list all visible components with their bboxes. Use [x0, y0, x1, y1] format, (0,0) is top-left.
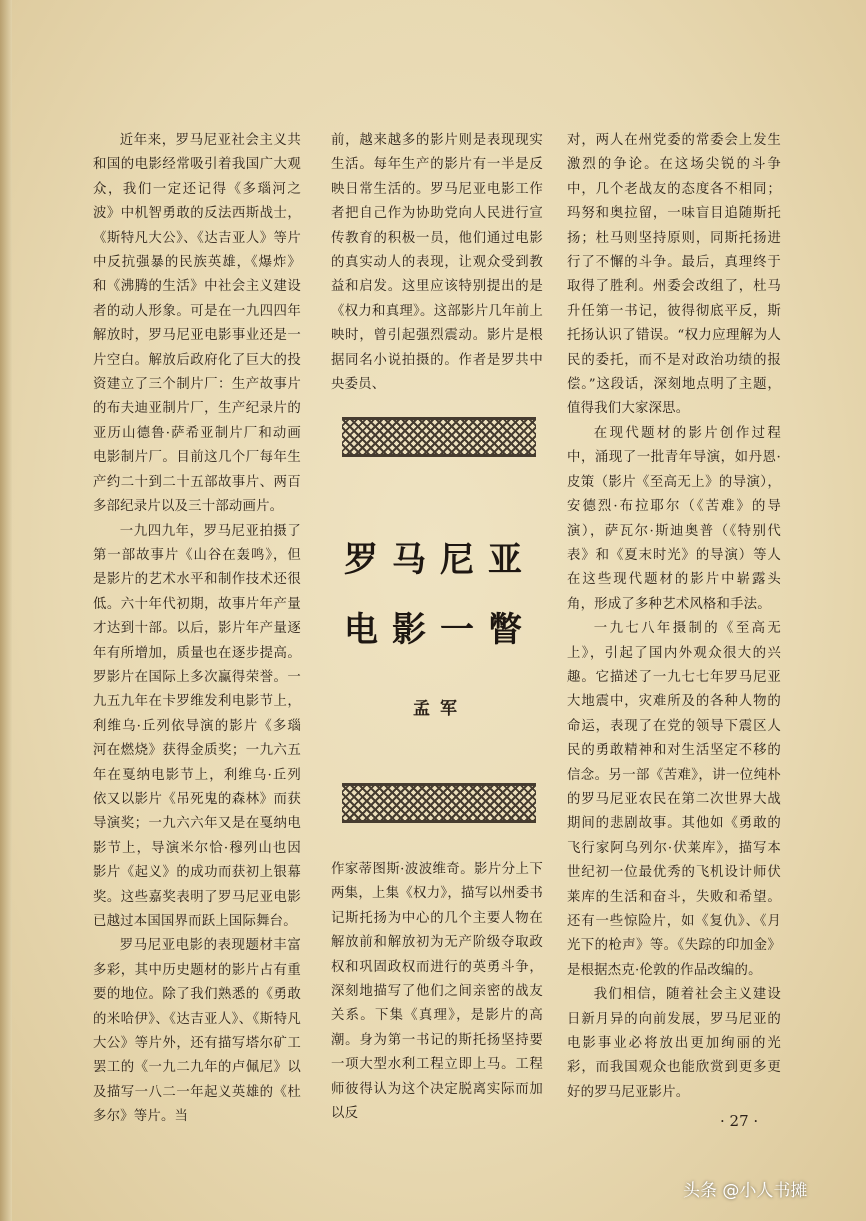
paragraph: 对，两人在州党委的常委会上发生激烈的争论。在这场尖锐的斗争中，几个老战友的态度各不相同；玛努和奥拉留，一味盲目追随斯托扬；杜马则坚持原则，同斯托扬进行了不懈的斗争。最后，真理终于取得了胜利。州委会改组了，杜马升任第一书记，彼得彻底平反，斯托扬认识了错误。“权力应理解为人民的委托，而不是对政治功绩的报偿。”这段话，深刻地点明了主题，值得我们大家深思。: [567, 133, 781, 417]
paragraph: 作家蒂图斯·波波维奇。影片分上下两集，上集《权力》，描写以州委书记斯托扬为中心的几个主要人物在解放前和解放初为无产阶级夺取政权和巩固政权而进行的英勇斗争，深刻地描写了他们之间亲密的战友关系。下集《真理》，是影片的高潮。身为第一书记的斯托扬坚持要一项大型水利工程立即上马。工程师彼得认为这个决定脱离实际而加以反: [331, 862, 543, 1122]
paragraph: 罗马尼亚电影的表现题材丰富多彩，其中历史题材的影片占有重要的地位。除了我们熟悉的《勇敢的米哈伊》、《达吉亚人》、《斯特凡大公》等片外，还有描写塔尔矿工罢工的《一九二九年的卢佩尼》以及描写一八二一年起义英雄的《杜多尔》等片。当: [93, 938, 301, 1125]
column-middle-bottom: [331, 858, 543, 1126]
paragraph: 近年来，罗马尼亚社会主义共和国的电影经常吸引着我国广大观众，我们一定还记得《多瑙河之波》中机智勇敢的反法西斯战士，《斯特凡大公》、《达吉亚人》等片中反抗强暴的民族英雄，《爆炸》和《沸腾的生活》中社会主义建设者的动人形象。可是在一九四四年解放时，罗马尼亚电影事业还是一片空白。解放后政府化了巨大的投资建立了三个制片厂：生产故事片的布夫迪亚制片厂，生产纪录片的亚历山德鲁·萨希亚制片厂和动画电影制片厂。目前这几个厂每年生产约二十到二十五部故事片、两百多部纪录片以及三十部动画片。: [93, 133, 301, 515]
column-right: [567, 129, 781, 1105]
page-edge: [0, 0, 12, 1221]
article-author: 孟军: [413, 699, 467, 719]
decorative-border-top: [342, 417, 536, 457]
paragraph: 一九四九年，罗马尼亚拍摄了第一部故事片《山谷在轰鸣》，但是影片的艺术水平和制作技术还很低。六十年代初期，故事片年产量才达到十部。以后，影片年产量逐年有所增加，质量也在逐步提高。罗影片在国际上多次赢得荣誉。一九五九年在卡罗维发利电影节上，利维乌·丘列依导演的影片《多瑙河在燃烧》获得金质奖；一九六五年在戛纳电影节上，利维乌·丘列依又以影片《吊死鬼的森林》而获导演奖；一九六六年又是在戛纳电影节上，导演米尔恰·穆列山也因影片《起义》的成功而获初上银幕奖。这些嘉奖表明了罗马尼亚电影已越过本国国界而跃上国际舞台。: [93, 523, 301, 929]
decorative-border-bottom: [342, 783, 536, 823]
article-title-line1: 罗马尼亚: [344, 540, 536, 580]
paragraph: 前，越来越多的影片则是表现现实生活。每年生产的影片有一半是反映日常生活的。罗马尼亚电影工作者把自己作为协助党向人民进行宣传教育的积极一员，他们通过电影的真实动人的表现，让观众受到教益和启发。这里应该特别提出的是《权力和真理》。这部影片几年前上映时，曾引起强烈震动。影片是根据同名小说拍摄的。作者是罗共中央委员、: [331, 133, 543, 393]
paragraph: 在现代题材的影片创作过程中，涌现了一批青年导演，如丹恩·皮策（影片《至高无上》的导演），安德烈·布拉耶尔（《苦难》的导演），萨瓦尔·斯迪奥普（《特别代表》和《夏末时光》的导演）等人在这些现代题材的影片中崭露头角，形成了多种艺术风格和手法。: [567, 425, 781, 612]
column-left: [93, 129, 301, 1130]
page-number: · 27 ·: [720, 1112, 759, 1130]
column-middle-top: [331, 129, 543, 397]
watermark: 头条 @小人书摊: [683, 1181, 808, 1201]
paragraph: 我们相信，随着社会主义建设日新月异的向前发展，罗马尼亚的电影事业必将放出更加绚丽的光彩，而我国观众也能欣赏到更多更好的罗马尼亚影片。: [567, 987, 781, 1100]
paragraph: 一九七八年摄制的《至高无上》，引起了国内外观众很大的兴趣。它描述了一九七七年罗马尼亚大地震中，灾难所及的各种人物的命运，表现了在党的领导下震区人民的勇敢精神和对生活坚定不移的信念。另一部《苦难》，讲一位纯朴的罗马尼亚农民在第二次世界大战期间的悲剧故事。其他如《勇敢的飞行家阿乌列尔·伏莱库》，描写本世纪初一位最优秀的飞机设计师伏莱库的生活和奋斗，失败和希望。还有一些惊险片，如《复仇》、《月光下的枪声》等。《失踪的印加金》是根据杰克·伦敦的作品改编的。: [567, 621, 781, 978]
article-title-line2: 电影一瞥: [344, 610, 536, 650]
